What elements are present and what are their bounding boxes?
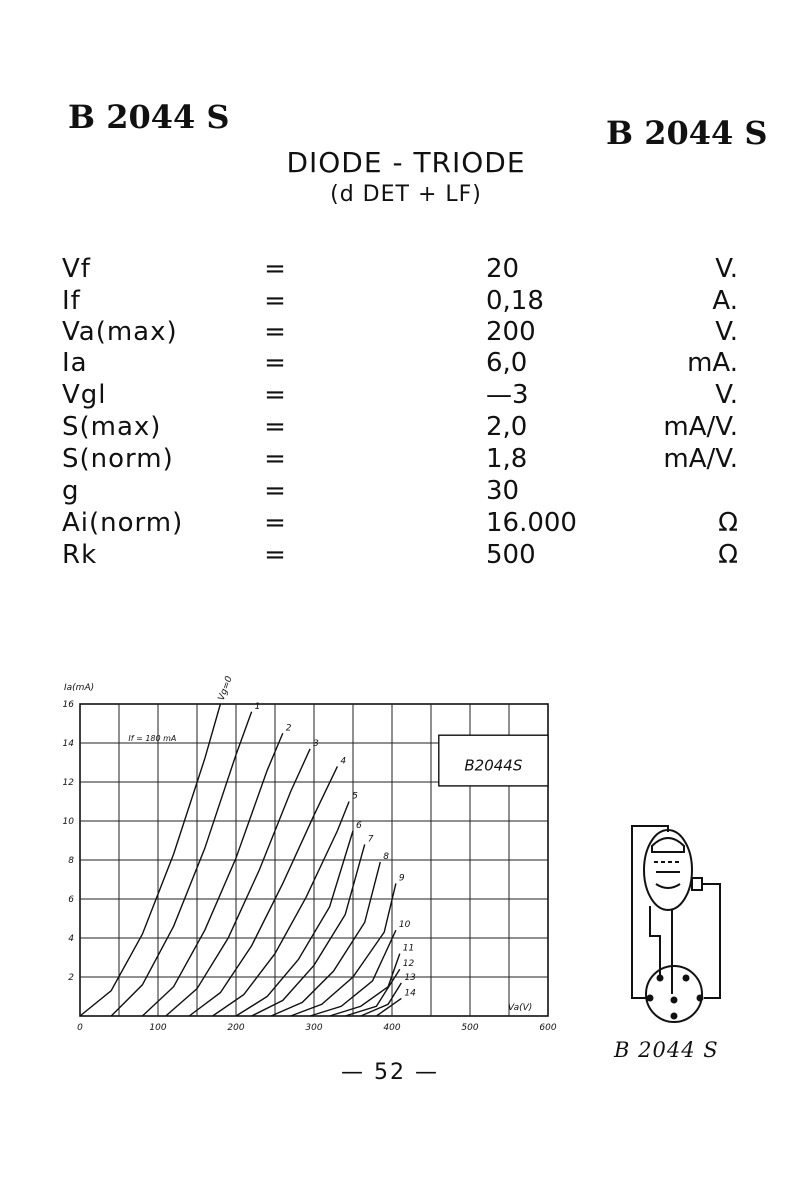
spec-symbol: Va(max) bbox=[62, 317, 178, 347]
spec-equals: = bbox=[264, 444, 286, 474]
grid-lead bbox=[650, 906, 660, 978]
series-curve bbox=[142, 733, 282, 1016]
spec-equals: = bbox=[264, 286, 286, 316]
pin bbox=[647, 995, 654, 1002]
series-label: 8 bbox=[383, 851, 390, 862]
spec-equals: = bbox=[264, 317, 286, 347]
y-tick-label: 6 bbox=[68, 895, 74, 905]
series-label: 6 bbox=[356, 820, 362, 831]
spec-unit: mA/V. bbox=[663, 412, 738, 442]
spec-symbol: If bbox=[62, 286, 81, 316]
series-curve bbox=[271, 862, 380, 1016]
spec-row bbox=[0, 476, 800, 508]
series-label: 7 bbox=[367, 834, 374, 845]
tube-base-diagram bbox=[606, 818, 726, 1036]
series-curve bbox=[252, 844, 365, 1016]
spec-value: 200 bbox=[486, 317, 536, 347]
tube-envelope bbox=[644, 830, 692, 910]
anode-characteristic-chart bbox=[40, 670, 580, 1050]
series-label: 12 bbox=[402, 959, 415, 970]
spec-symbol: Rk bbox=[62, 540, 98, 570]
x-tick-label: 300 bbox=[305, 1023, 323, 1033]
series-curve bbox=[166, 749, 310, 1016]
y-tick-label: 14 bbox=[62, 739, 74, 749]
x-tick-label: 400 bbox=[383, 1023, 401, 1033]
spec-value: —3 bbox=[486, 380, 529, 410]
spec-unit: V. bbox=[715, 317, 738, 347]
series-curve bbox=[189, 766, 337, 1016]
pin bbox=[697, 995, 704, 1002]
spec-value: 1,8 bbox=[486, 444, 528, 474]
series-label: 9 bbox=[398, 873, 405, 884]
x-tick-label: 600 bbox=[539, 1023, 557, 1033]
pin bbox=[657, 975, 664, 982]
anode-plate bbox=[652, 838, 684, 852]
x-tick-label: 200 bbox=[227, 1023, 245, 1033]
spec-unit: mA. bbox=[687, 348, 738, 378]
series-label: 1 bbox=[254, 701, 261, 712]
tube-code-left: B 2044 S bbox=[68, 98, 230, 136]
spec-symbol: g bbox=[62, 476, 80, 506]
x-tick-label: 0 bbox=[77, 1023, 83, 1033]
spec-unit: Ω bbox=[718, 508, 738, 538]
spec-unit: mA/V. bbox=[663, 444, 738, 474]
page-title: DIODE - TRIODE bbox=[286, 146, 526, 179]
series-label: Vg=0 bbox=[216, 674, 235, 703]
spec-row bbox=[0, 254, 800, 286]
spec-symbol: Vf bbox=[62, 254, 91, 284]
spec-equals: = bbox=[264, 508, 286, 538]
spec-row bbox=[0, 286, 800, 318]
series-label: 3 bbox=[313, 738, 319, 749]
spec-equals: = bbox=[264, 412, 286, 442]
spec-value: 0,18 bbox=[486, 286, 544, 316]
y-tick-label: 16 bbox=[62, 700, 74, 710]
page-number: — 52 — bbox=[341, 1060, 439, 1085]
x-tick-label: 500 bbox=[461, 1023, 479, 1033]
spec-equals: = bbox=[264, 540, 286, 570]
spec-row bbox=[0, 412, 800, 444]
series-label: 4 bbox=[340, 756, 347, 767]
chart-title: B2044S bbox=[464, 756, 523, 775]
y-tick-label: 12 bbox=[62, 778, 74, 788]
pin bbox=[671, 1013, 678, 1020]
spec-row bbox=[0, 380, 800, 412]
spec-symbol: S(norm) bbox=[62, 444, 174, 474]
spec-unit: A. bbox=[712, 286, 738, 316]
series-label: 10 bbox=[398, 920, 411, 931]
page-subtitle: (d DET + LF) bbox=[330, 182, 482, 207]
spec-row bbox=[0, 348, 800, 380]
series-label: 5 bbox=[352, 791, 358, 802]
spec-symbol: Ai(norm) bbox=[62, 508, 184, 538]
spec-row bbox=[0, 508, 800, 540]
series-label: 11 bbox=[402, 943, 415, 954]
y-tick-label: 2 bbox=[68, 973, 74, 983]
spec-value: 2,0 bbox=[486, 412, 528, 442]
spec-unit: V. bbox=[715, 380, 738, 410]
cathode bbox=[656, 884, 680, 888]
spec-equals: = bbox=[264, 380, 286, 410]
series-curve bbox=[291, 883, 396, 1016]
spec-row bbox=[0, 540, 800, 572]
spec-row bbox=[0, 317, 800, 349]
pin bbox=[671, 997, 678, 1004]
series-label: 13 bbox=[404, 972, 416, 983]
spec-symbol: Vgl bbox=[62, 380, 107, 410]
spec-equals: = bbox=[264, 476, 286, 506]
series-label: 14 bbox=[404, 988, 416, 999]
series-curve bbox=[111, 712, 251, 1016]
spec-value: 500 bbox=[486, 540, 536, 570]
tube-base-caption: B 2044 S bbox=[614, 1038, 719, 1062]
spec-unit: V. bbox=[715, 254, 738, 284]
chart-annotation: If = 180 mA bbox=[128, 734, 177, 744]
y-axis-label: Ia(mA) bbox=[64, 683, 95, 693]
spec-value: 16.000 bbox=[486, 508, 577, 538]
spec-value: 30 bbox=[486, 476, 520, 506]
spec-value: 20 bbox=[486, 254, 520, 284]
tube-code-right: B 2044 S bbox=[606, 114, 768, 152]
pin bbox=[683, 975, 690, 982]
spec-row bbox=[0, 444, 800, 476]
y-tick-label: 4 bbox=[68, 934, 74, 944]
x-axis-label: Va(V) bbox=[508, 1003, 533, 1013]
y-tick-label: 10 bbox=[62, 817, 74, 827]
top-cap-connector bbox=[692, 878, 702, 890]
spec-value: 6,0 bbox=[486, 348, 528, 378]
x-tick-label: 100 bbox=[149, 1023, 167, 1033]
spec-equals: = bbox=[264, 348, 286, 378]
spec-equals: = bbox=[264, 254, 286, 284]
spec-symbol: S(max) bbox=[62, 412, 162, 442]
spec-symbol: Ia bbox=[62, 348, 88, 378]
spec-unit: Ω bbox=[718, 540, 738, 570]
series-label: 2 bbox=[285, 723, 292, 734]
cap-lead bbox=[702, 884, 720, 998]
y-tick-label: 8 bbox=[68, 856, 74, 866]
